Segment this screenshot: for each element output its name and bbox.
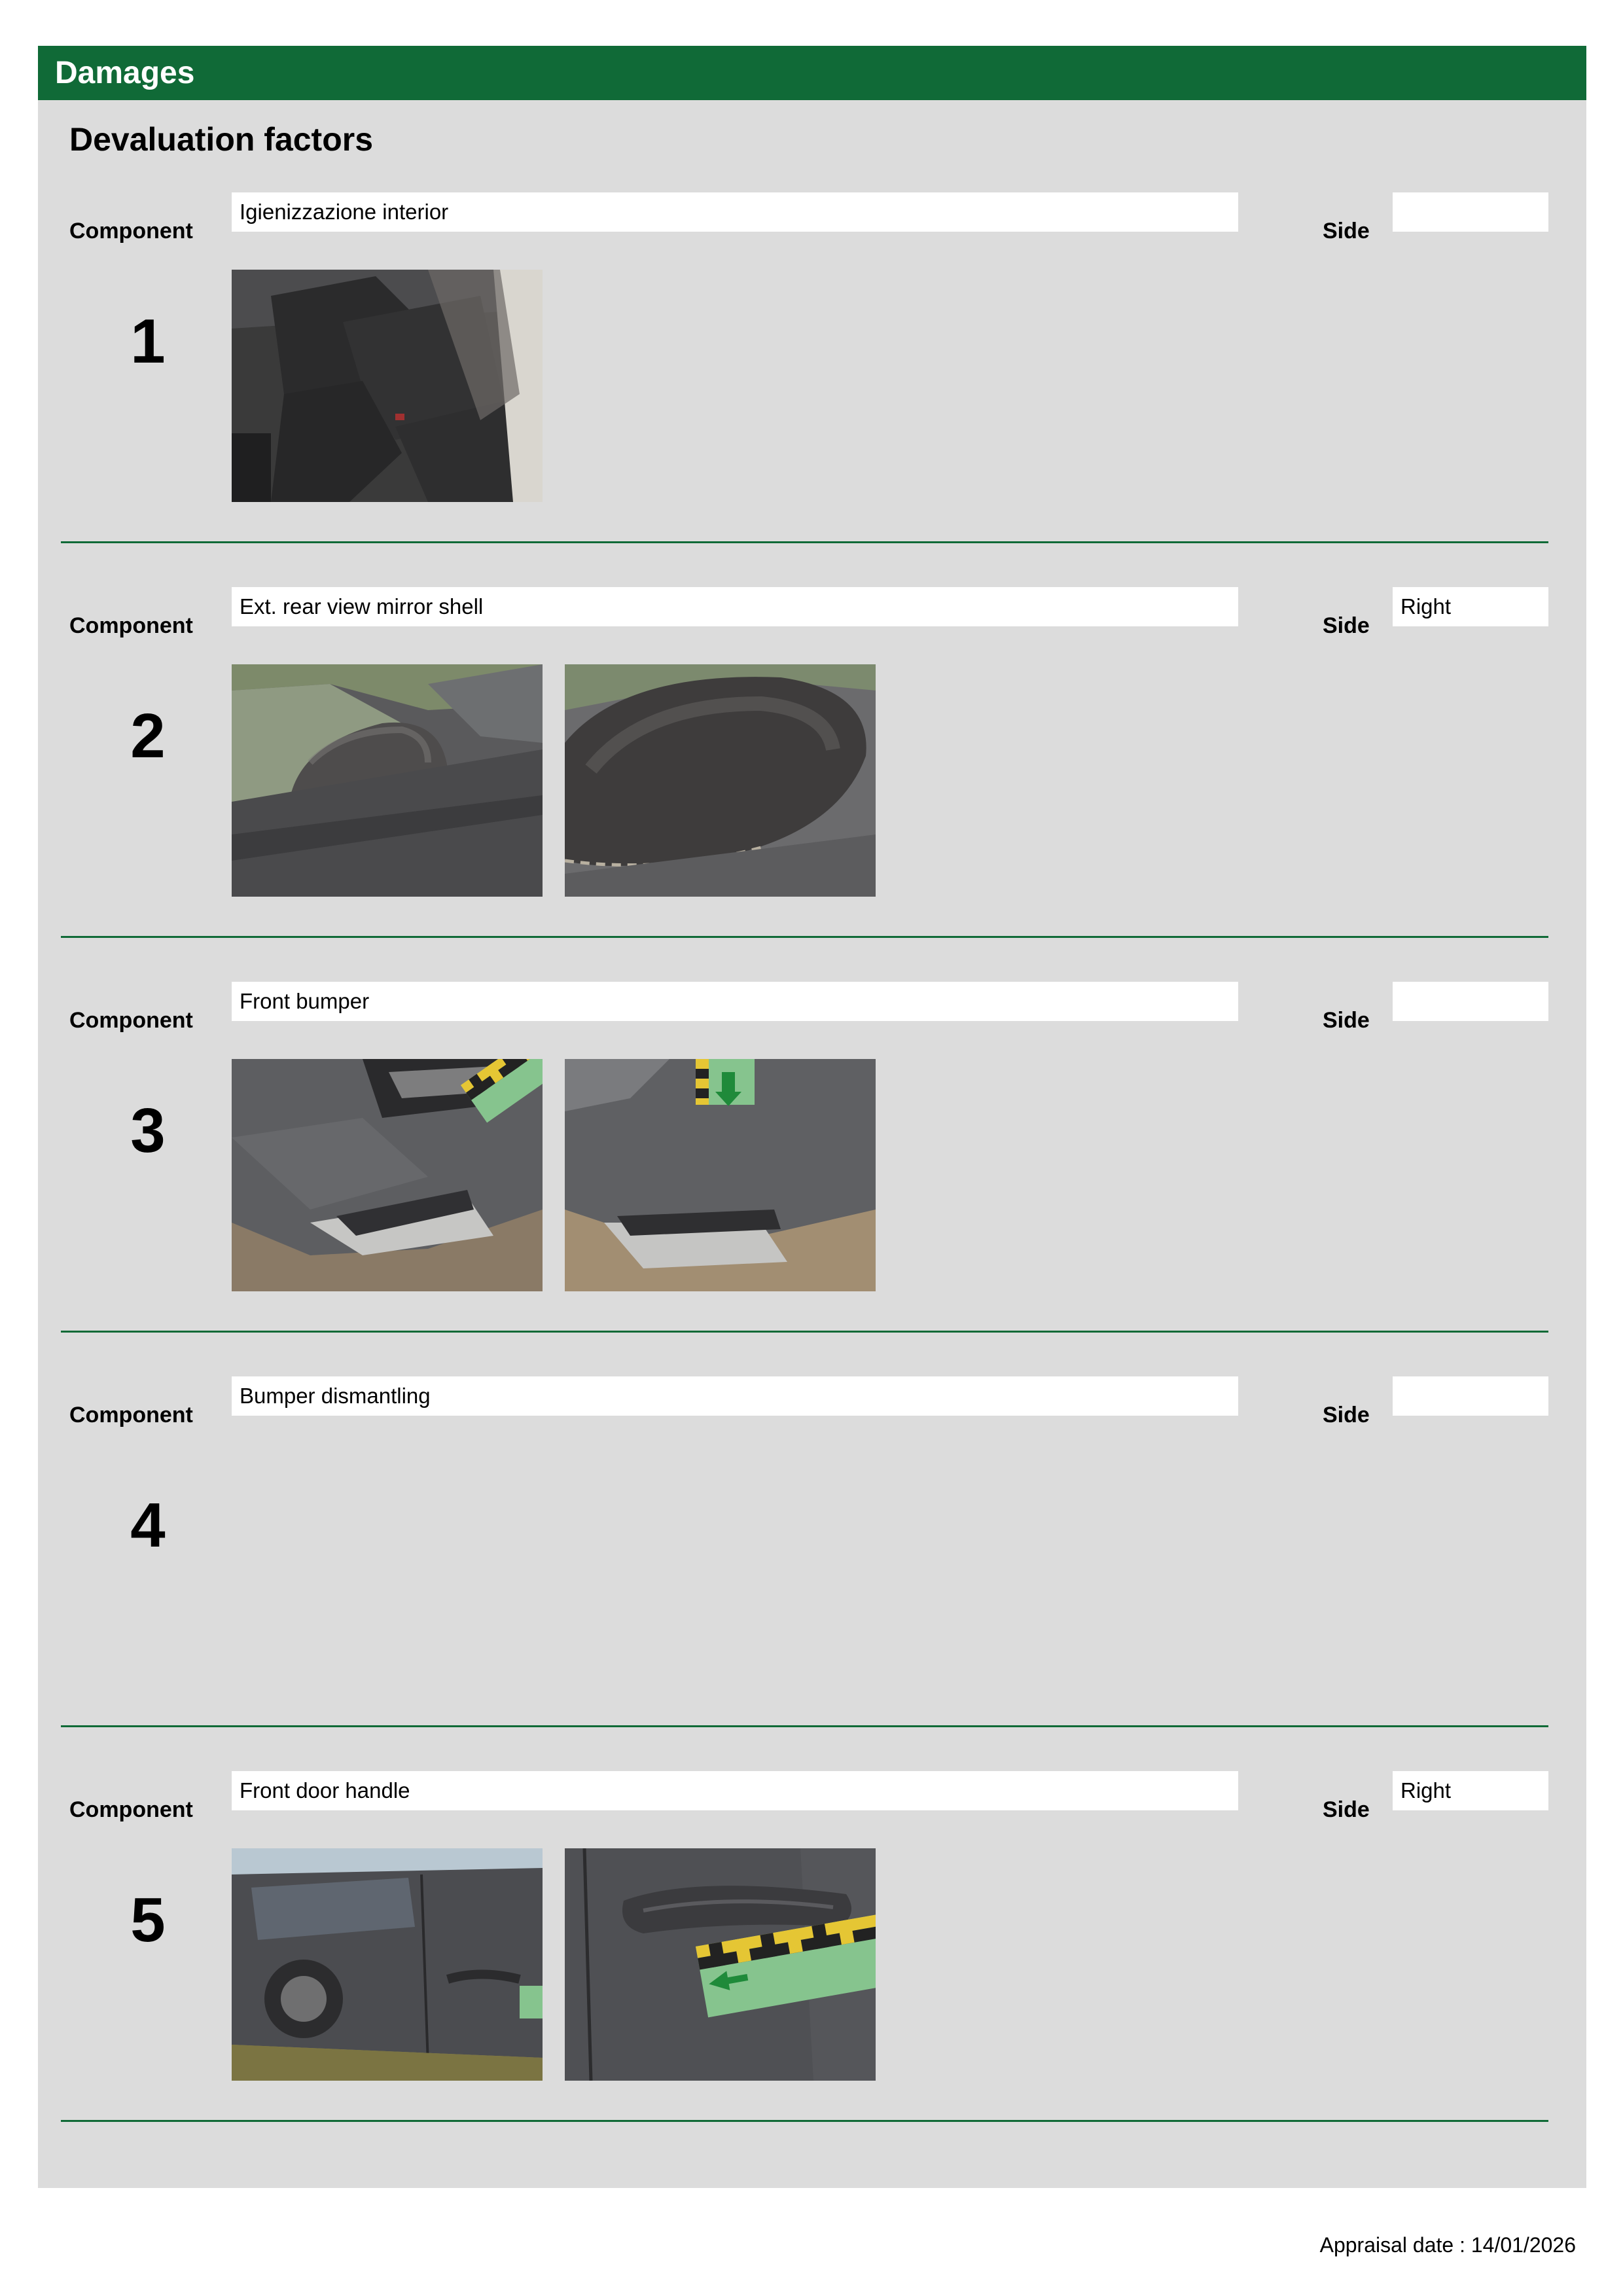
damage-photo[interactable] xyxy=(232,1059,543,1291)
component-field: Ext. rear view mirror shell xyxy=(232,587,1238,626)
component-field: Front door handle xyxy=(232,1771,1238,1810)
component-field: Igienizzazione interior xyxy=(232,192,1238,232)
component-label: Component xyxy=(69,1008,193,1033)
damage-number: 1 xyxy=(130,306,166,376)
component-label: Component xyxy=(69,1797,193,1822)
section-title: Devaluation factors xyxy=(69,121,374,158)
side-label: Side xyxy=(1323,1008,1370,1033)
component-field: Front bumper xyxy=(232,982,1238,1021)
damage-photo[interactable] xyxy=(232,270,543,502)
damage-item xyxy=(38,192,1586,587)
section-divider xyxy=(61,1331,1548,1333)
component-label: Component xyxy=(69,613,193,638)
damage-item xyxy=(38,1376,1586,1771)
damage-number: 2 xyxy=(130,701,166,771)
damage-number: 5 xyxy=(130,1885,166,1955)
damage-item xyxy=(38,1771,1586,2166)
component-label: Component xyxy=(69,219,193,243)
section-divider xyxy=(61,1725,1548,1727)
side-field: Right xyxy=(1393,1771,1548,1810)
side-field: Right xyxy=(1393,587,1548,626)
section-divider xyxy=(61,541,1548,543)
damage-photo[interactable] xyxy=(565,1059,876,1291)
damage-number: 3 xyxy=(130,1096,166,1166)
side-field xyxy=(1393,982,1548,1021)
component-label: Component xyxy=(69,1403,193,1427)
side-label: Side xyxy=(1323,219,1370,243)
damage-number: 4 xyxy=(130,1490,166,1560)
section-divider xyxy=(61,2120,1548,2122)
section-divider xyxy=(61,936,1548,938)
damage-item xyxy=(38,982,1586,1376)
damages-panel xyxy=(38,46,1586,2188)
side-field xyxy=(1393,1376,1548,1416)
side-label: Side xyxy=(1323,1797,1370,1822)
damage-photo[interactable] xyxy=(232,1848,543,2081)
component-field: Bumper dismantling xyxy=(232,1376,1238,1416)
panel-header: Damages xyxy=(38,46,1586,100)
side-label: Side xyxy=(1323,613,1370,638)
appraisal-date: Appraisal date : 14/01/2026 xyxy=(1319,2233,1576,2257)
damage-photo[interactable] xyxy=(565,664,876,897)
damage-photo[interactable] xyxy=(565,1848,876,2081)
damage-photo[interactable] xyxy=(232,664,543,897)
side-label: Side xyxy=(1323,1403,1370,1427)
side-field xyxy=(1393,192,1548,232)
damage-item xyxy=(38,587,1586,982)
